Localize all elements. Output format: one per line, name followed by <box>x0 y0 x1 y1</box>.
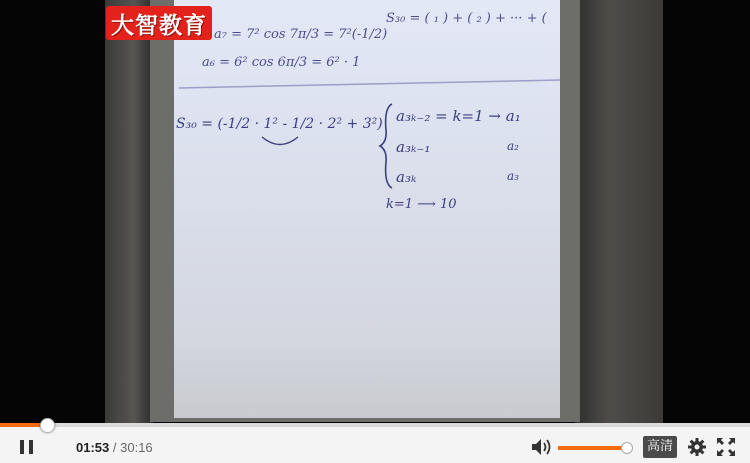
total-time: 30:16 <box>120 440 153 455</box>
current-time: 01:53 <box>76 440 110 455</box>
speaker-icon <box>531 438 553 456</box>
board-line-2: a₆ = 6² cos 6π/3 = 6² · 1 <box>202 55 361 70</box>
quality-button[interactable]: 高清 <box>643 436 677 458</box>
time-separator: / <box>112 440 117 455</box>
pause-button[interactable] <box>18 438 36 456</box>
board-case-2-right: a₂ <box>507 139 519 153</box>
board-range: k=1 ⟶ 10 <box>386 197 457 212</box>
room-wall-left <box>105 0 153 425</box>
time-display <box>76 440 153 455</box>
projected-whiteboard <box>174 0 560 418</box>
settings-button[interactable] <box>687 437 707 457</box>
volume-level <box>558 446 626 450</box>
brand-logo: 大智教育 <box>106 6 212 40</box>
fullscreen-button[interactable] <box>716 437 736 457</box>
volume-handle[interactable] <box>621 442 633 454</box>
mute-button[interactable] <box>531 438 553 456</box>
board-case-1: a₃ₖ₋₂ = k=1 → a₁ <box>396 107 521 125</box>
seek-bar[interactable] <box>0 423 750 427</box>
handwriting-layer <box>174 0 560 418</box>
seek-bar-handle[interactable] <box>40 418 55 433</box>
board-line-1: a₇ = 7² cos 7π/3 = 7²(-1/2) <box>214 27 388 42</box>
board-case-3-right: a₃ <box>507 169 519 183</box>
pause-icon <box>20 440 24 454</box>
board-case-2: a₃ₖ₋₁ <box>396 138 431 156</box>
fullscreen-icon <box>716 437 736 457</box>
board-s30: S₃₀ = (-1/2 · 1² - 1/2 · 2² + 3²) <box>176 116 383 132</box>
board-case-3: a₃ₖ <box>396 168 417 186</box>
player-control-bar <box>0 425 750 463</box>
room-wall-right <box>575 0 663 425</box>
gear-icon <box>687 437 707 457</box>
volume-slider[interactable] <box>558 446 628 450</box>
board-top-right: S₃₀ = ( ₁ ) + ( ₂ ) + ··· + ( <box>386 11 547 26</box>
